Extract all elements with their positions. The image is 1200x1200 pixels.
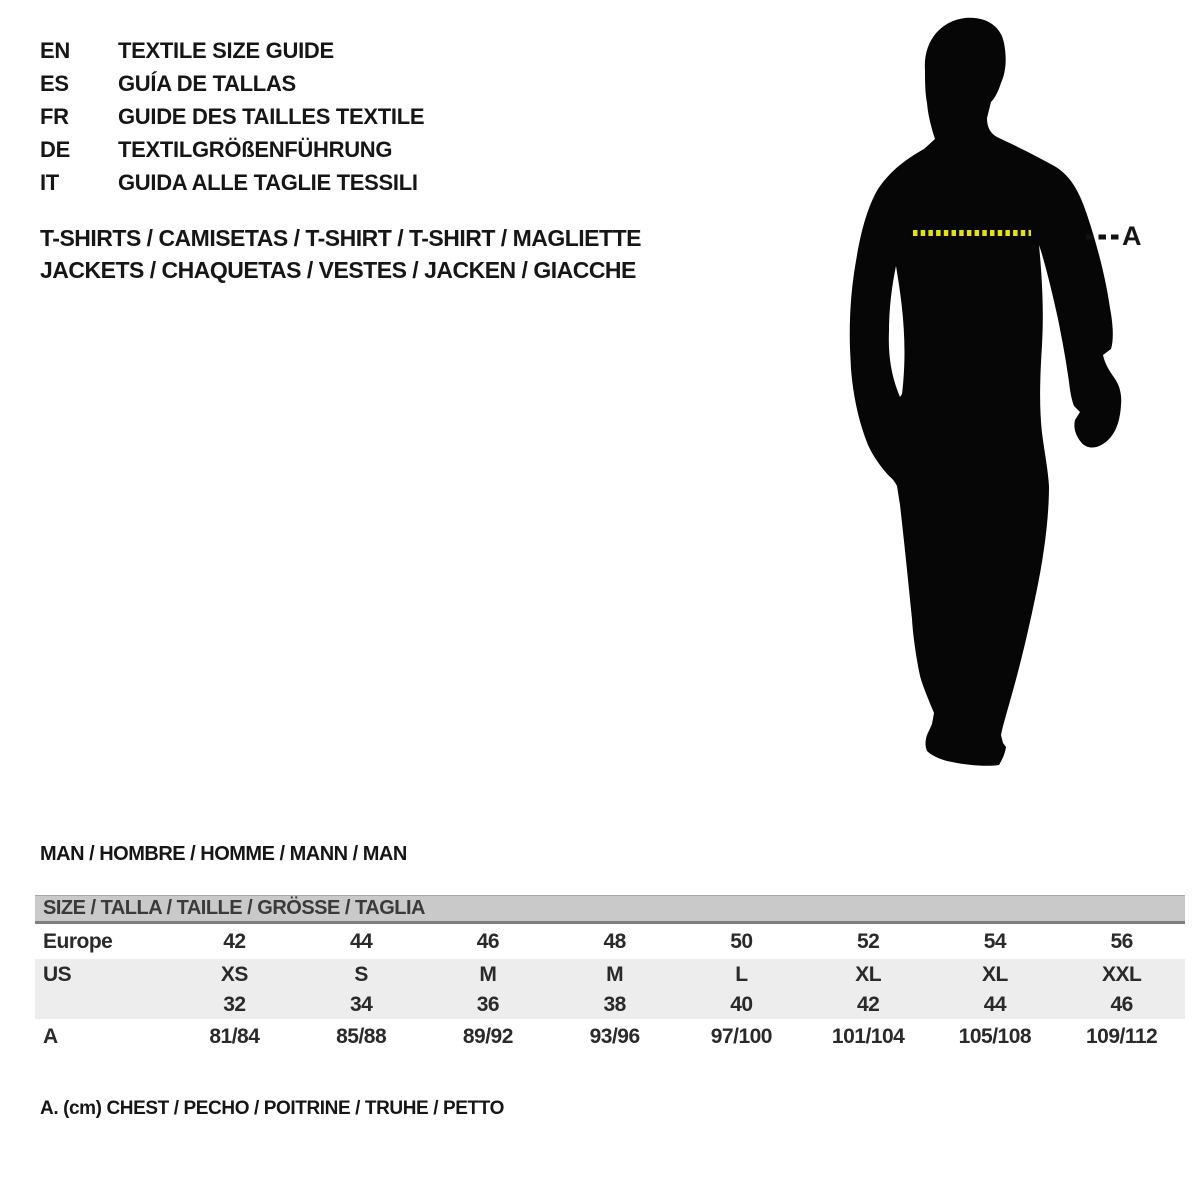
measurement-label-a: A: [1122, 221, 1141, 251]
language-title: TEXTILGRÖßENFÜHRUNG: [118, 136, 393, 162]
table-row-chest-a: [35, 1019, 1185, 1055]
table-cell: 42: [856, 992, 880, 1016]
category-line-tshirts: T-SHIRTS / CAMISETAS / T-SHIRT / T-SHIRT / MAGLIETTE: [40, 225, 641, 251]
table-cell: XS: [220, 962, 248, 986]
table-cell: 56: [1110, 929, 1133, 953]
size-table-header: SIZE / TALLA / TAILLE / GRÖSSE / TAGLIA: [35, 895, 1185, 924]
table-cell: 44: [983, 992, 1007, 1016]
man-silhouette: [828, 8, 1138, 783]
table-cell: M: [479, 962, 497, 986]
table-cell: 85/88: [336, 1025, 387, 1048]
language-title: GUÍA DE TALLAS: [118, 70, 296, 96]
table-cell: 89/92: [462, 1025, 513, 1048]
table-cell: M: [606, 962, 624, 986]
language-code: DE: [40, 136, 70, 162]
table-cell: S: [354, 962, 368, 986]
garment-categories: [40, 222, 641, 286]
row-label-europe: Europe: [43, 929, 113, 953]
table-cell: XL: [855, 962, 882, 986]
chest-measurement-footnote: A. (cm) CHEST / PECHO / POITRINE / TRUHE / PETTO: [40, 1098, 504, 1119]
language-row-it: [40, 166, 424, 199]
table-cell: 34: [349, 992, 373, 1016]
table-cell: 52: [856, 929, 880, 953]
language-row-de: [40, 133, 424, 166]
language-row-en: [40, 34, 424, 67]
table-cell: 38: [603, 992, 626, 1016]
language-row-es: [40, 67, 424, 100]
table-cell: 101/104: [831, 1025, 905, 1048]
table-row-europe: [35, 924, 1185, 959]
language-code: EN: [40, 37, 70, 63]
man-silhouette-figure: [828, 8, 1138, 783]
table-cell: 48: [603, 929, 626, 953]
language-code: ES: [40, 70, 69, 96]
table-cell: 105/108: [958, 1025, 1032, 1048]
language-title: TEXTILE SIZE GUIDE: [118, 37, 334, 63]
language-title-list: [40, 34, 424, 199]
table-cell: 36: [476, 992, 500, 1016]
table-cell: 109/112: [1085, 1025, 1158, 1048]
table-cell: 46: [1110, 992, 1133, 1016]
language-code: IT: [40, 169, 59, 195]
table-row-numeric: [35, 990, 1185, 1019]
table-cell: 40: [730, 992, 753, 1016]
table-cell: L: [735, 962, 748, 986]
row-label-us: US: [43, 962, 72, 986]
table-cell: 50: [730, 929, 753, 953]
category-line-jackets: JACKETS / CHAQUETAS / VESTES / JACKEN / GIACCHE: [40, 257, 636, 283]
section-title-man: MAN / HOMBRE / HOMME / MANN / MAN: [40, 843, 407, 865]
row-label-a: A: [43, 1025, 58, 1048]
table-cell: 44: [349, 929, 373, 953]
table-cell: XXL: [1101, 962, 1142, 986]
table-row-us: [35, 959, 1185, 990]
table-cell: 32: [223, 992, 246, 1016]
table-cell: 42: [223, 929, 246, 953]
language-code: FR: [40, 103, 69, 129]
table-cell: 97/100: [710, 1025, 772, 1048]
table-cell: 46: [476, 929, 500, 953]
table-cell: 93/96: [589, 1025, 640, 1048]
table-cell: 81/84: [209, 1025, 260, 1048]
size-table: [35, 895, 1185, 1055]
language-title: GUIDE DES TAILLES TEXTILE: [118, 103, 425, 129]
table-cell: 54: [983, 929, 1007, 953]
language-row-fr: [40, 100, 424, 133]
language-title: GUIDA ALLE TAGLIE TESSILI: [118, 169, 418, 195]
table-cell: XL: [981, 962, 1008, 986]
